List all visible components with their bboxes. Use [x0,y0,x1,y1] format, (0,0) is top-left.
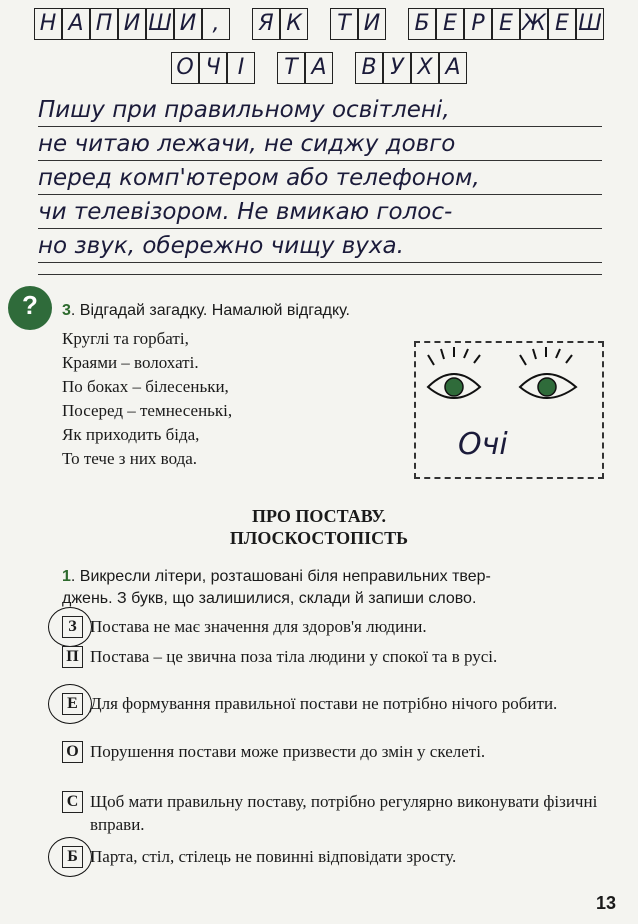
prompt-line-1 [0,8,638,40]
letter-box: А [305,52,333,84]
letter-box: И [174,8,202,40]
strike-circle [48,684,92,724]
riddle-poem [62,327,232,471]
letter-box: К [280,8,308,40]
statement-text: Парта, стіл, стілець не повинні відповідати зросту. [90,847,457,866]
letter-box: Б [408,8,436,40]
letter-box: А [439,52,467,84]
task1-number: 1 [62,568,71,585]
letter-box: П [90,8,118,40]
letter-box: У [383,52,411,84]
letter-box: В [355,52,383,84]
prompt-word [277,52,333,84]
strike-circle [48,607,92,647]
section-title-line1: ПРО ПОСТАВУ. [251,506,387,526]
letter-box: Ж [520,8,548,40]
statement-letter[interactable]: О [62,741,83,763]
poem-line: Посеред – темнесенькі, [62,401,233,420]
answer-text: не читаю лежачи, не сиджу довго [38,131,456,157]
strike-circle [48,837,92,877]
drawing-area[interactable] [414,341,604,479]
letter-box: , [202,8,230,40]
answer-text: чи телевізором. Не вмикаю голос- [38,199,453,225]
riddle-number: 3 [62,302,71,319]
prompt-line-2 [0,52,638,84]
letter-box: И [358,8,386,40]
letter-box: Т [330,8,358,40]
page-number: 13 [595,893,616,913]
answer-line [38,92,602,127]
statement-text: Щоб мати правильну поставу, потрібно регулярно виконувати фізичні вправи. [90,792,598,834]
statement-letter[interactable]: З [62,616,83,638]
letter-box: Я [252,8,280,40]
statement-letter[interactable]: Е [62,693,83,715]
answer-line [38,126,602,161]
letter-box: Е [436,8,464,40]
statement-letter[interactable]: П [62,646,83,668]
prompt-word [34,8,230,40]
letter-box: Т [277,52,305,84]
poem-line: По боках – білесеньки, [62,377,229,396]
prompt-word [171,52,255,84]
letter-box: Ш [576,8,604,40]
letter-box: И [118,8,146,40]
task1-heading: 1. Викресли літери, розташовані біля неправильних твер- джень. З букв, що залишилися, склади й запиши слово. [62,568,491,607]
eyes-drawing [416,343,602,433]
poem-line: Як приходить біда, [62,425,200,444]
letter-box: Р [464,8,492,40]
riddle-instruction: Відгадай загадку. Намалюй відгадку. [79,302,350,319]
letter-box: Ш [146,8,174,40]
statement-text: Постава не має значення для здоров'я людини. [90,617,427,636]
statement-letter[interactable]: С [62,791,83,813]
answer-text: но звук, обережно чищу вуха. [38,233,404,259]
riddle-heading: 3. Відгадай загадку. Намалюй відгадку. [62,302,350,319]
letter-box: А [62,8,90,40]
task1-instruction: Викресли літери, розташовані біля неправильних твер- джень. З букв, що залишилися, склади й запиши слово. [62,568,491,607]
letter-box: О [171,52,199,84]
letter-box: Х [411,52,439,84]
letter-box: І [227,52,255,84]
letter-box: Н [34,8,62,40]
prompt-word [252,8,308,40]
section-title-line2: ПЛОСКОСТОПІСТЬ [229,528,409,548]
letter-box: Ч [199,52,227,84]
statement-letter[interactable]: Б [62,846,83,868]
statement-text: Для формування правильної постави не потрібно нічого робити. [90,694,558,713]
letter-box: Е [548,8,576,40]
riddle-answer: Очі [458,427,508,462]
statement-text: Порушення постави може призвести до змін у скелеті. [90,742,486,761]
prompt-word [330,8,386,40]
answer-line [38,160,602,195]
poem-line: Краями – волохаті. [62,353,199,372]
answer-line [38,194,602,229]
riddle-icon [8,286,52,330]
poem-line: Круглі та горбаті, [62,329,189,348]
poem-line: То тече з них вода. [62,449,198,468]
prompt-word [355,52,467,84]
prompt-word [408,8,604,40]
answer-text: Пишу при правильному освітлені, [38,97,450,123]
letter-box: Е [492,8,520,40]
statement-text: Постава – це звична поза тіла людини у спокої та в русі. [90,647,498,666]
answer-text: перед комп'ютером або телефоном, [38,165,480,191]
answer-line-empty [38,240,602,275]
